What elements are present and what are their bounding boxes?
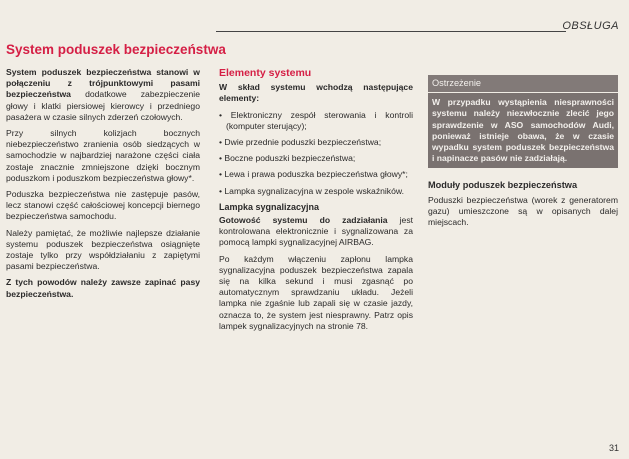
list-item: • Boczne poduszki bezpieczeństwa; [219,153,356,164]
readiness-paragraph [219,215,413,249]
list-item: • Elektroniczny zespół sterowania i kontroli (komputer sterujący); [219,109,413,131]
warning-text: W przypadku wystąpienia niesprawności systemu należy niezwłocznie zlecić jego sprawdzenie w ASO samochodów Audi, ponieważ istnieje obawa, że w czasie wypadku system poduszek bezpieczeństwa i napinacze pasów nie zadziałają. [432,97,614,164]
modules-text: Poduszki bezpieczeństwa (worek z generatorem gazu) umieszczone są w opisanych dalej miejscach. [428,194,618,228]
warning-lamp-heading: Lampka sygnalizacyjna [219,201,320,212]
passive-safety-paragraph: Poduszka bezpieczeństwa nie zastępuje pasów, lecz stanowi część całościowej koncepcji biernego bezpieczeństwa samochodu. [6,189,200,222]
intro-paragraph [6,67,200,123]
warning-box [428,75,618,168]
page-number: 31 [608,443,619,453]
readiness-bold-text: Gotowość systemu do zadziałania [219,215,388,226]
components-heading: Elementy systemu [219,67,312,79]
modules-heading: Moduły poduszek bezpieczeństwa [428,180,578,191]
components-lead: W skład systemu wchodzą następujące elementy: [219,82,413,104]
section-header: OBSŁUGA [562,20,619,32]
side-collision-paragraph: Przy silnych kolizjach bocznych niebezpieczeństwo zranienia osób siedzących w samochodzie w najbardziej narażone części ciała zostaje znacznie zmniejszone dzięki bocznym poduszkom i poduszkom bezpieczeństwa głowy*. [6,128,200,183]
list-item: • Lewa i prawa poduszka bezpieczeństwa głowy*; [219,169,408,180]
column-components [219,68,413,337]
readiness-text: jest kontrolowana elektronicznie i sygnalizowana za pomocą lampki sygnalizacyjnej AIRBAG. [219,215,413,248]
column-intro [6,67,200,305]
header-rule [216,31,566,32]
seatbelt-cooperation-paragraph: Należy pamiętać, że możliwie najlepsze działanie systemu poduszek bezpieczeństwa osiągnięte zostaje tylko przy współdziałaniu z zapiętymi pasami bezpieczeństwa. [6,227,200,272]
intro-bold-text: System poduszek bezpieczeństwa stanowi w połączeniu z trójpunktowymi pasami bezpieczeństwa [6,67,200,100]
intro-text: dodatkowe zabezpieczenie głowy i klatki piersiowej kierowcy i przedniego pasażera w czasie silnych zderzeń czołowych. [6,89,201,122]
warning-title: Ostrzeżenie [428,75,618,93]
fasten-belts-paragraph: Z tych powodów należy zawsze zapinać pasy bezpieczeństwa. [6,277,200,299]
list-item: • Lampka sygnalizacyjna w zespole wskaźników. [219,185,405,196]
column-warning [428,75,618,233]
list-item: • Dwie przednie poduszki bezpieczeństwa; [219,137,382,148]
lamp-check-paragraph: Po każdym włączeniu zapłonu lampka sygnalizacyjna poduszek bezpieczeństwa zapala się na kilka sekund i musi zgasnąć po automatycznym sprawdzaniu układu. Jeżeli lampka nie zgaśnie lub zapali się w czasie jazdy, oznacza to, że system jest niesprawny. Patrz opis lampek sygnalizacyjnych na stronie 78. [219,253,413,331]
page-title: System poduszek bezpieczeństwa [6,42,226,57]
